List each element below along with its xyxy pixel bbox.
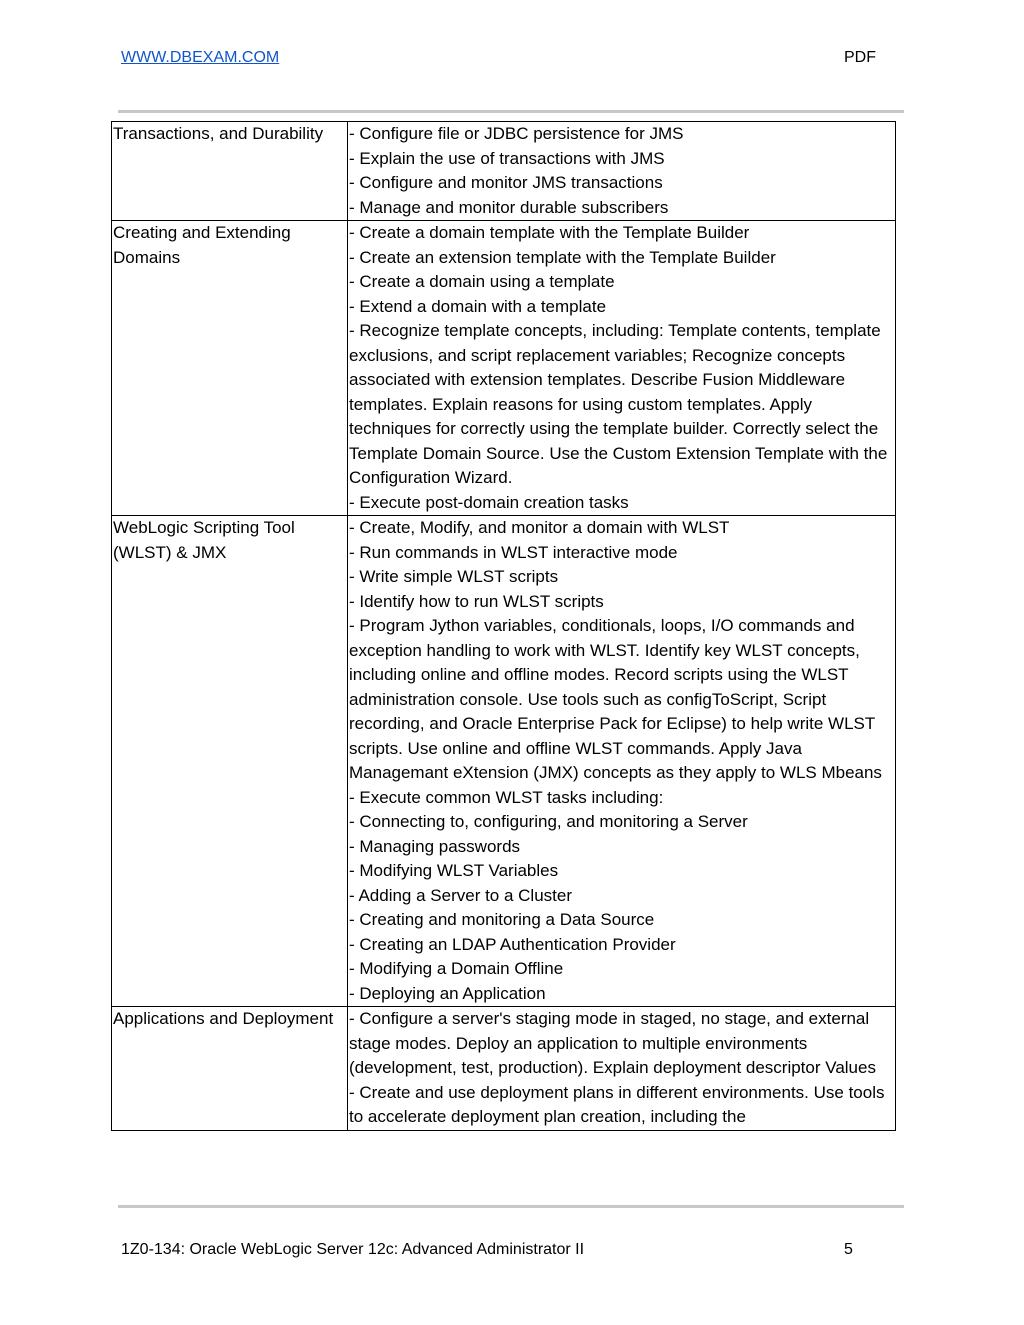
objectives-cell	[348, 1007, 896, 1131]
objective-item: - Execute common WLST tasks including:	[349, 787, 664, 807]
objective-item: - Extend a domain with a template	[349, 296, 607, 316]
objective-item: - Create and use deployment plans in different environments. Use tools to accelerate deployment plan creation, including the	[349, 1082, 885, 1126]
objective-item: - Program Jython variables, conditionals, loops, I/O commands and exception handling to work with WLST. Identify key WLST concepts, including online and offline modes. Record scripts using the WLST administration console. Use tools such as configToScript, Script recording, and Oracle Enterprise Pack for Eclipse) to help write WLST scripts. Use online and offline WLST commands. Apply Java Managemant eXtension (JMX) concepts as they apply to WLS Mbeans	[349, 616, 882, 782]
objective-item: - Recognize template concepts, including: Template contents, template exclusions, and script replacement variables; Recognize concepts associated with extension templates. Describe Fusion Middleware templates. Explain reasons for using custom templates. Apply techniques for correctly using the template builder. Correctly select the Template Domain Source. Use the Custom Extension Template with the Configuration Wizard.	[349, 321, 888, 487]
topic-cell: WebLogic Scripting Tool (WLST) & JMX	[112, 516, 348, 1007]
objective-item: - Configure and monitor JMS transactions	[349, 173, 663, 192]
objective-item: - Connecting to, configuring, and monitoring a Server	[349, 812, 748, 831]
objectives-cell	[348, 221, 896, 516]
table-row	[112, 221, 896, 516]
objective-item: - Deploying an Application	[349, 983, 546, 1003]
topic-cell: Applications and Deployment	[112, 1007, 348, 1131]
document-title: 1Z0-134: Oracle WebLogic Server 12c: Advanced Administrator II	[121, 1241, 585, 1258]
objectives-cell	[348, 122, 896, 221]
objective-item: - Identify how to run WLST scripts	[349, 591, 604, 611]
objective-item: - Create an extension template with the Template Builder	[349, 247, 776, 267]
objective-item: - Creating an LDAP Authentication Provider	[349, 934, 676, 954]
objective-item: - Manage and monitor durable subscribers	[349, 197, 669, 217]
page-number: 5	[844, 1241, 853, 1258]
footer-divider	[118, 1205, 904, 1208]
syllabus-table-body	[112, 122, 896, 1131]
objective-item: - Modifying a Domain Offline	[349, 959, 564, 978]
header-divider	[118, 110, 904, 113]
table-row	[112, 122, 896, 221]
objective-item: - Modifying WLST Variables	[349, 861, 559, 880]
objective-item: - Managing passwords	[349, 836, 521, 856]
topic-cell: Creating and Extending Domains	[112, 221, 348, 516]
objective-item: - Write simple WLST scripts	[349, 567, 559, 586]
site-link[interactable]: WWW.DBEXAM.COM	[121, 49, 280, 66]
objective-item: - Configure file or JDBC persistence for JMS	[349, 124, 684, 143]
objective-item: - Create a domain using a template	[349, 272, 615, 291]
objective-item: - Run commands in WLST interactive mode	[349, 542, 678, 562]
objective-item: - Create, Modify, and monitor a domain with WLST	[349, 518, 730, 537]
objective-item: - Creating and monitoring a Data Source	[349, 910, 655, 929]
objective-item: - Explain the use of transactions with JMS	[349, 148, 665, 168]
topic-cell: Transactions, and Durability	[112, 122, 348, 221]
objective-item: - Configure a server's staging mode in staged, no stage, and external stage modes. Deploy an application to multiple environments (development, test, production). Explain deployment descriptor Values	[349, 1009, 876, 1077]
syllabus-table	[111, 121, 896, 1131]
format-label: PDF	[844, 49, 876, 66]
objective-item: - Create a domain template with the Template Builder	[349, 223, 750, 242]
objective-item: - Execute post-domain creation tasks	[349, 492, 629, 512]
objectives-cell	[348, 516, 896, 1007]
objective-item: - Adding a Server to a Cluster	[349, 885, 573, 905]
table-row	[112, 1007, 896, 1131]
table-row	[112, 516, 896, 1007]
